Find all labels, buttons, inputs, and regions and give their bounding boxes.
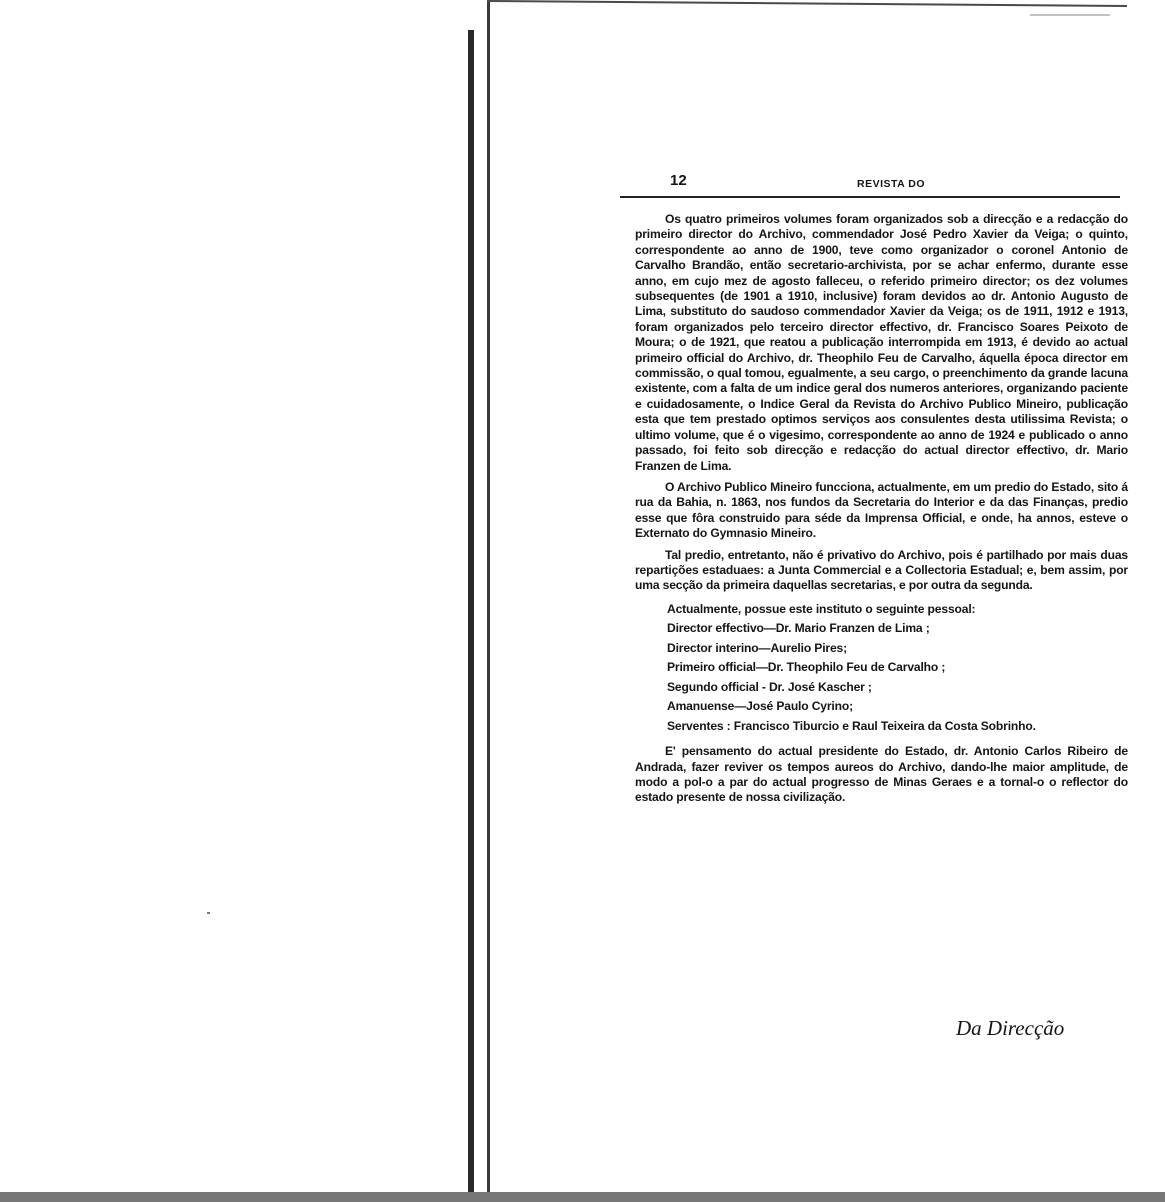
staff-line: Primeiro official—Dr. Theophilo Feu de Carvalho ; bbox=[667, 660, 946, 675]
scan-speck bbox=[207, 912, 210, 914]
scan-corner-artifact bbox=[1030, 14, 1110, 36]
staff-line: Amanuense—José Paulo Cyrino; bbox=[667, 699, 853, 714]
paragraph-shared-building: Tal predio, entretanto, não é privativo do Archivo, pois é partilhado por mais duas repartições estaduaes: a Junta Commercial e a Collectoria Estadual; e, bem assim, por uma secção da primeira daquellas secretarias, e por outra da segunda. bbox=[635, 547, 1128, 593]
staff-line: Director effectivo—Dr. Mario Franzen de Lima ; bbox=[667, 621, 930, 636]
signature: Da Direcção bbox=[956, 1016, 1065, 1040]
book-spine-shadow bbox=[468, 30, 474, 1202]
staff-line: Serventes : Francisco Tiburcio e Raul Teixeira da Costa Sobrinho. bbox=[667, 718, 1036, 733]
scan-bottom-edge bbox=[0, 1192, 1165, 1202]
book-spine-edge bbox=[487, 0, 490, 1202]
staff-list bbox=[667, 600, 1128, 737]
page-header bbox=[620, 170, 1120, 198]
staff-line: Director interino—Aurelio Pires; bbox=[667, 640, 848, 655]
page-header-area bbox=[620, 170, 1120, 198]
staff-line: Segundo official - Dr. José Kascher ; bbox=[667, 679, 872, 694]
page-number: 12 bbox=[670, 172, 687, 189]
paragraph-location: O Archivo Publico Mineiro funcciona, actualmente, em um predio do Estado, sito á rua da Bahia, n. 1863, nos fundos da Secretaria do Interior e da das Finanças, predio esse que fôra construido para séde da Imprensa Official, e onde, ha annos, esteve o Externato do Gymnasio Mineiro. bbox=[635, 479, 1128, 541]
running-title: REVISTA DO bbox=[857, 178, 926, 190]
paragraph-closing: E' pensamento do actual presidente do Estado, dr. Antonio Carlos Ribeiro de Andrada, fazer reviver os tempos aureos do Archivo, dando-lhe maior amplitude, de modo a pol-o a par do actual progresso de Minas Geraes e a tornal-o o reflector do estado presente de nossa civilização. bbox=[635, 744, 1128, 805]
staff-intro: Actualmente, possue este instituto o seguinte pessoal: bbox=[667, 601, 976, 616]
paragraph-volumes: Os quatro primeiros volumes foram organizados sob a direcção e a redacção do primeiro director do Archivo, commendador José Pedro Xavier da Veiga; o quinto, correspondente ao anno de 1900, teve como organizador o coronel Antonio de Carvalho Brandão, então secretario-archivista, por se achar enfermo, durante esse anno, em cujo mez de agosto falleceu, o referido primeiro director; os dez volumes subsequentes (de 1901 a 1910, inclusive) foram devidos ao dr. Antonio Augusto de Lima, substituto do saudoso commendador Xavier da Veiga; os de 1911, 1912 e 1913, foram organizados pelo terceiro director effectivo, dr. Francisco Soares Peixoto de Moura; o de 1921, que reatou a publicação interrompida em 1913, é devido ao actual primeiro official do Archivo, dr. Theophilo Feu de Carvalho, áquella época director em commissão, o qual tomou, egualmente, a seu cargo, o preenchimento da grande lacuna existente, com a falta de um indice geral dos numeros anteriores, organizando paciente e cuidadosamente, o Indice Geral da Revista do Archivo Publico Mineiro, publicação esta que tem prestado optimos serviços aos consulentes desta utilissima Revista; o ultimo volume, que é o vigesimo, correspondente ao anno de 1924 e publicado o anno passado, foi feito sob direcção e redacção do actual director effectivo, dr. Mario Franzen de Lima. bbox=[635, 212, 1128, 473]
article-body bbox=[635, 212, 1128, 812]
page-top-edge bbox=[487, 0, 1127, 7]
